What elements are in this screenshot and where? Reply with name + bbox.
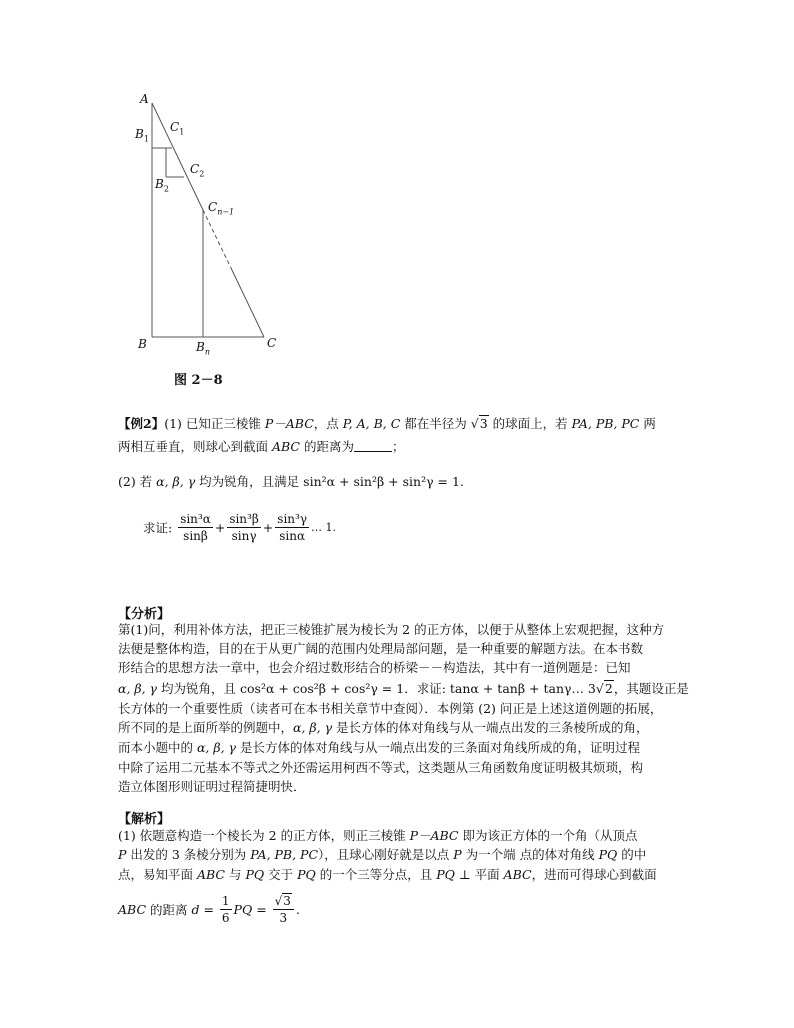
analysis-line-2: 法便是整体构造，目的在于从更广阔的范围内处理局部问题，是一种重要的解题方法。在本书数 xyxy=(118,641,644,656)
label-B1 xyxy=(135,127,149,143)
solution-l3-pq2: PQ xyxy=(297,867,316,882)
solution-heading: 【解析】 xyxy=(118,812,171,827)
line-Cn1-C-dashed xyxy=(203,210,231,268)
analysis-line-7 xyxy=(118,738,678,757)
solution-l2-e: 的中 xyxy=(617,847,647,862)
plus-2: + xyxy=(262,520,274,535)
example2-q2 xyxy=(118,472,678,491)
analysis-line-8: 中除了运用二元基本不等式之外还需运用柯西不等式，这类题从三角函数角度证明极其烦琐，构 xyxy=(118,760,644,775)
solution-fraction-2 xyxy=(273,893,294,926)
q1-line2-end: ； xyxy=(391,439,405,454)
analysis-l6-a: 所不同的是上面所举的例题中， xyxy=(118,720,294,735)
label-Cn1-main: C xyxy=(208,200,218,214)
q2-vars: α, β, γ xyxy=(156,474,196,489)
solution-fraction-2-num: √3 xyxy=(273,893,294,910)
label-B2 xyxy=(155,177,169,193)
label-B1-main: B xyxy=(135,127,144,141)
analysis-l6-vars: α, β, γ xyxy=(293,720,333,735)
fraction-1 xyxy=(178,511,213,544)
solution-l4-end: . xyxy=(295,902,300,917)
label-C1 xyxy=(170,120,184,136)
fraction-1-den: sinβ xyxy=(183,529,208,543)
label-C2 xyxy=(190,162,204,178)
analysis-line-6 xyxy=(118,718,678,737)
figure-2-8 xyxy=(0,0,794,400)
label-C1-main: C xyxy=(170,120,180,134)
analysis-l4-vars: α, β, γ xyxy=(118,681,158,696)
solution-l1-expr: P－ABC xyxy=(409,828,459,843)
solution-fraction-1-den: 6 xyxy=(221,911,230,925)
q1-edges: PA, PB, PC xyxy=(571,416,640,431)
q1-points: P, A, B, C xyxy=(342,416,401,431)
analysis-line-3: 形结合的思想方法一章中，也会介绍过数形结合的桥梁－－构造法，其中有一道例题是：已知 xyxy=(118,660,631,675)
q1-line2-b: 的距离为 xyxy=(300,439,354,454)
analysis-line-1: 第(1)问，利用补体方法，把正三棱锥扩展为棱长为 2 的正方体，以便于从整体上宏观把握，这种方 xyxy=(118,622,665,637)
solution-l3-e: 平面 xyxy=(470,867,504,882)
analysis-line-9: 造立体图形则证明过程简捷明快． xyxy=(118,779,306,794)
analysis-l7-vars: α, β, γ xyxy=(196,740,237,755)
solution-l4-d: d xyxy=(191,902,200,917)
solution-l3-b: 与 xyxy=(225,867,246,882)
figure-caption: 图 2－8 xyxy=(174,373,223,388)
solution-l3-perp: PQ ⊥ xyxy=(436,867,471,882)
solution-l2-edges: PA, PB, PC xyxy=(250,847,319,862)
q2-end: . xyxy=(459,474,464,489)
analysis-heading: 【分析】 xyxy=(118,607,171,622)
solution-l1-b: 即为该正方体的一个角（从顶点 xyxy=(458,828,638,843)
q2-text-b: 均为锐角，且满足 xyxy=(195,474,304,489)
fraction-2 xyxy=(227,511,260,544)
solution-l1-a: (1) 依题意构造一个棱长为 2 的正方体，则正三棱锥 xyxy=(118,828,410,843)
solution-fraction-1 xyxy=(220,893,232,926)
solution-l3-c: 交于 xyxy=(264,867,298,882)
label-A: A xyxy=(140,92,149,106)
solution-l4-eq2: = xyxy=(252,902,271,917)
fraction-3-den: sinα xyxy=(279,529,306,543)
analysis-l7-a: 而本小题中的 xyxy=(118,740,197,755)
analysis-l4-d: ，其题设正是 xyxy=(613,681,689,696)
label-Bn-main: B xyxy=(196,340,205,354)
q2-text-a: (2) 若 xyxy=(118,474,157,489)
label-B1-sub: 1 xyxy=(143,134,149,144)
solution-l4-a: 的距离 xyxy=(146,902,192,918)
label-C2-main: C xyxy=(190,162,200,176)
analysis-l4-ineq: tanα + tanβ + tanγ… 3 xyxy=(449,681,596,696)
q1-line2-abc: ABC xyxy=(271,439,300,454)
q1-text-c: 都在半径为 xyxy=(400,416,471,431)
solution-l3-abc: ABC xyxy=(196,867,225,882)
q1-text-e: 两 xyxy=(639,416,656,431)
solution-fraction-2-den: 3 xyxy=(279,911,288,925)
solution-line-3 xyxy=(118,865,678,884)
analysis-l7-b: 是长方体的体对角线与从一端点出发的三条面对角线所成的角，证明过程 xyxy=(236,740,641,755)
solution-l3-f: ，进而可得球心到截面 xyxy=(531,867,657,882)
label-Cn1 xyxy=(208,200,234,216)
prove-label: 求证: xyxy=(143,520,177,536)
analysis-l4-b: 均为锐角，且 xyxy=(157,681,240,696)
solution-l2-p: P xyxy=(118,847,127,862)
label-C1-sub: 1 xyxy=(179,127,185,137)
solution-l2-pq: PQ xyxy=(598,847,618,862)
solution-fraction-1-num: 1 xyxy=(221,894,230,908)
label-Bn-sub: n xyxy=(204,347,210,357)
label-B2-sub: 2 xyxy=(163,184,169,194)
fraction-2-num: sin³β xyxy=(229,512,259,526)
label-C2-sub: 2 xyxy=(199,169,205,179)
label-B2-main: B xyxy=(155,177,164,191)
solution-line-2 xyxy=(118,845,678,864)
solution-l4-pq: PQ xyxy=(233,902,253,917)
solution-fraction-2-sqrt: 3 xyxy=(283,894,291,908)
q2-eq: sin²α + sin²β + sin²γ = 1 xyxy=(303,474,460,489)
analysis-l6-b: 是长方体的体对角线与从一端点出发的三条棱所成的角， xyxy=(332,720,649,735)
solution-l2-b: 出发的 3 条棱分别为 xyxy=(126,847,251,862)
solution-l2-d: 为一个端 点的体对角线 xyxy=(461,847,599,862)
fraction-1-num: sin³α xyxy=(180,512,211,526)
solution-l3-a: 点，易知平面 xyxy=(118,867,197,882)
label-Cn1-sub: n−1 xyxy=(217,207,235,217)
label-C: C xyxy=(267,336,277,350)
q1-text-a: (1) 已知正三棱锥 xyxy=(164,416,265,431)
fraction-3 xyxy=(275,511,309,544)
q1-text-b: ，点 xyxy=(313,416,343,431)
solution-l3-d: 的一个三等分点，且 xyxy=(315,867,437,882)
fraction-2-den: sinγ xyxy=(231,529,257,543)
label-B: B xyxy=(138,337,147,351)
label-Bn xyxy=(196,340,210,356)
q1-sqrt: 3 xyxy=(479,416,488,431)
fraction-3-num: sin³γ xyxy=(277,512,307,526)
solution-l2-c: ），且球心刚好就是以点 xyxy=(318,847,454,862)
q1-expr: P－ABC xyxy=(264,416,314,431)
solution-l4-abc: ABC xyxy=(118,902,147,917)
solution-l3-pq: PQ xyxy=(245,867,265,882)
solution-l3-abc2: ABC xyxy=(503,867,532,882)
solution-l4-eq1: = xyxy=(199,902,218,917)
line-upper-C xyxy=(231,268,264,337)
example2-tag: 【例2】 xyxy=(118,416,165,431)
q1-line2-a: 两相互垂直，则球心到截面 xyxy=(118,439,272,454)
example2-prove xyxy=(143,511,336,544)
solution-line-4 xyxy=(118,893,300,926)
q1-text-d: 的球面上，若 xyxy=(488,416,572,431)
solution-l2-p2: P xyxy=(453,847,462,862)
example2-q1-line1: 【例2】(1) 已知正三棱锥 P－ABC，点 P, A, B, C 都在半径为 √3 的球面上，若 PA, PB, PC 两 xyxy=(118,416,656,431)
analysis-l4-sqrt: 2 xyxy=(604,681,613,696)
analysis-line-5: 长方体的一个重要性质（读者可在本书相关章节中查阅）．本例第 (2) 问正是上述这道例题的拓展， xyxy=(118,701,663,716)
prove-tail: … 1. xyxy=(311,521,336,534)
analysis-l4-eq: cos²α + cos²β + cos²γ = 1 xyxy=(240,681,405,696)
analysis-l4-c: ．求证: xyxy=(404,681,450,696)
plus-1: + xyxy=(214,520,226,535)
answer-blank xyxy=(354,439,392,452)
analysis-line-4: α, β, γ 均为锐角，且 cos²α + cos²β + cos²γ = 1．求证: tanα + tanβ + tanγ… 3√2，其题设正是 xyxy=(118,681,689,696)
solution-line-1 xyxy=(118,826,678,845)
example2-q1-line2 xyxy=(118,437,678,456)
